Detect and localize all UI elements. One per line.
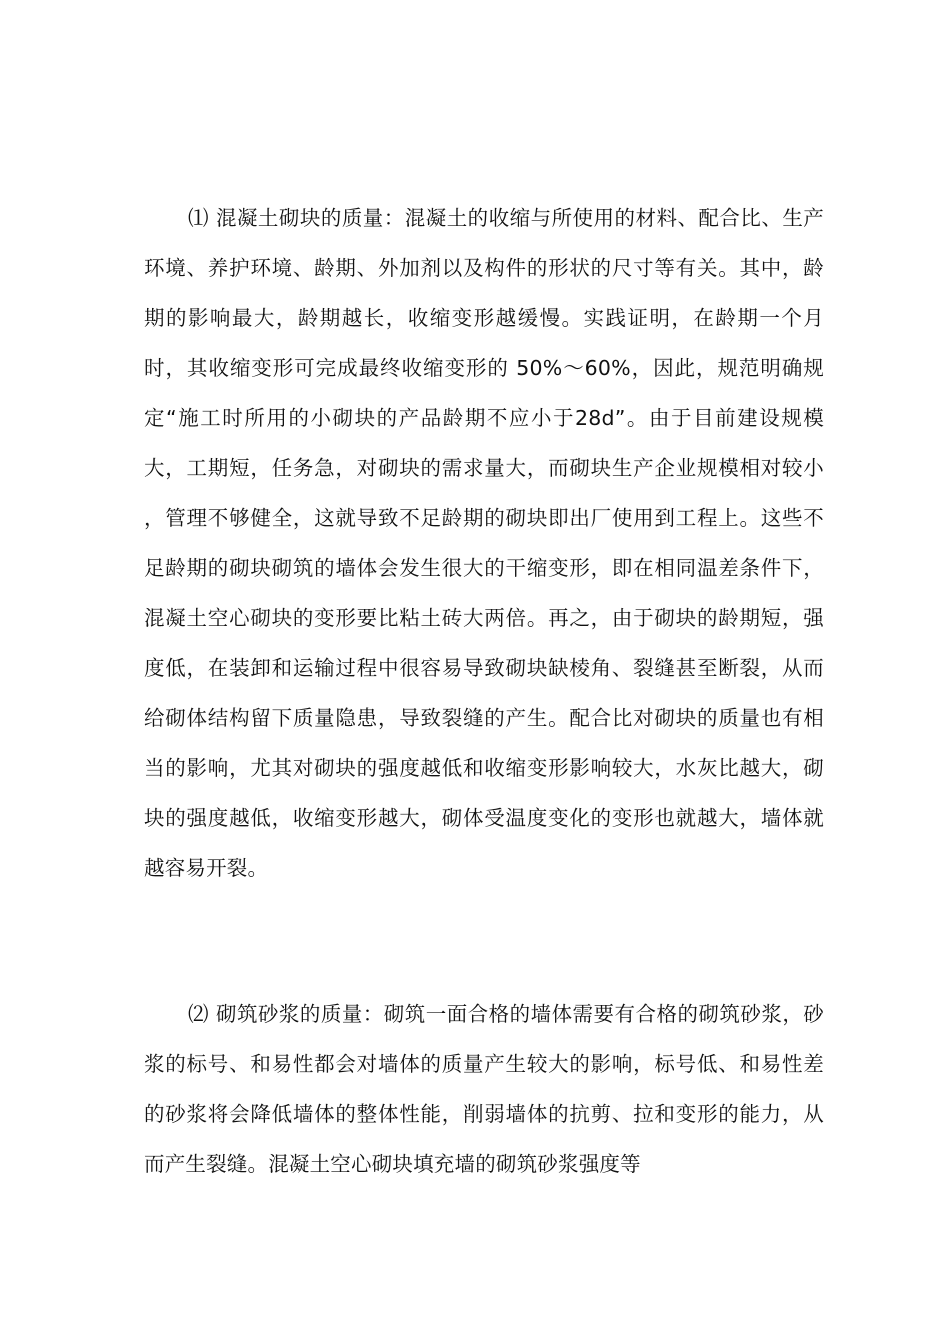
paragraph-2: ⑵ 砌筑砂浆的质量：砌筑一面合格的墙体需要有合格的砌筑砂浆，砂浆的标号、和易性都会对墙体的质量产生较大的影响，标号低、和易性差的砂浆将会降低墙体的整体性能，削弱墙体的抗剪、拉和变形的能力，从而产生裂缝。混凝土空心砌块填充墙的砌筑砂浆强度等 [144,1002,824,1176]
paragraph-1: ⑴ 混凝土砌块的质量：混凝土的收缩与所使用的材料、配合比、生产环境、养护环境、龄期、外加剂以及构件的形状的尺寸等有关。其中，龄期的影响最大，龄期越长，收缩变形越缓慢。实践证明，在龄期一个月时，其收缩变形可完成最终收缩变形的 50%～60%，因此，规范明确规定“施工时所用的小砌块的产品龄期不应小于28d”。由于目前建设规模大，工期短，任务急，对砌块的需求量大，而砌块生产企业规模相对较小 ，管理不够健全，这就导致不足龄期的砌块即出厂使用到工程上。这些不足龄期的砌块砌筑的墙体会发生很大的干缩变形，即在相同温差条件下，混凝土空心砌块的变形要比粘土砖大两倍。再之，由于砌块的龄期短，强度低，在装卸和运输过程中很容易导致砌块缺棱角、裂缝甚至断裂，从而给砌体结构留下质量隐患，导致裂缝的产生。配合比对砌块的质量也有相当的影响，尤其对砌块的强度越低和收缩变形影响较大，水灰比越大，砌块的强度越低，收缩变形越大，砌体受温度变化的变形也就越大，墙体就越容易开裂。 [144,206,824,880]
